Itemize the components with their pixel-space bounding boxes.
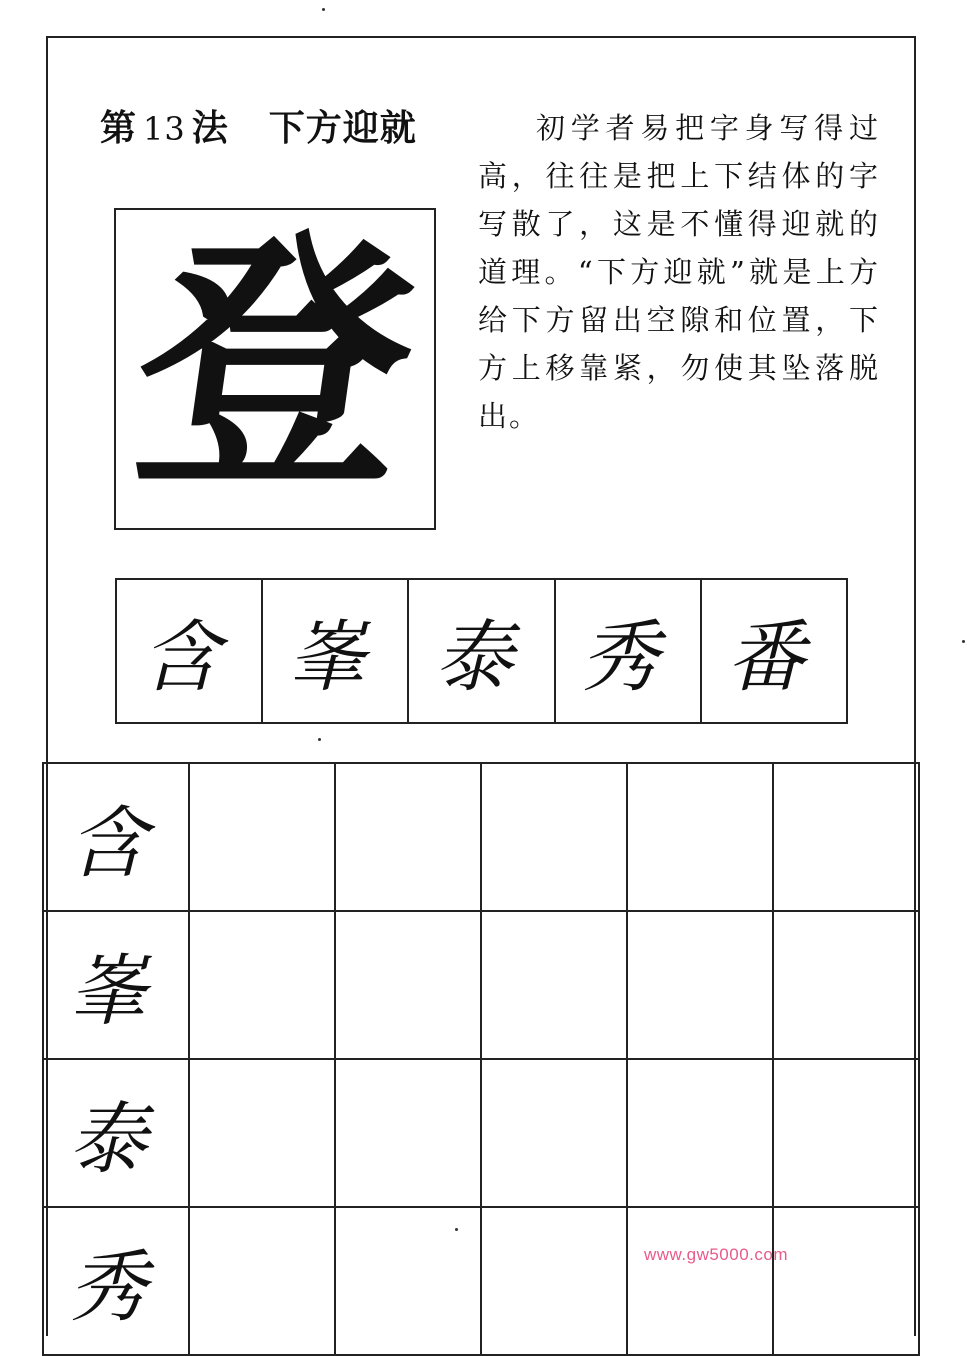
sample-cell bbox=[263, 580, 409, 722]
practice-empty-cell[interactable] bbox=[190, 912, 336, 1058]
scan-speck bbox=[318, 738, 321, 741]
practice-empty-cell[interactable] bbox=[190, 1060, 336, 1206]
watermark: www.gw5000.com bbox=[644, 1245, 789, 1264]
practice-empty-cell[interactable] bbox=[628, 1060, 774, 1206]
practice-empty-cell[interactable] bbox=[774, 764, 920, 910]
practice-row bbox=[44, 1060, 920, 1208]
practice-row bbox=[44, 912, 920, 1060]
lesson-prefix: 第 bbox=[100, 108, 138, 149]
practice-empty-cell[interactable] bbox=[336, 764, 482, 910]
practice-empty-cell[interactable] bbox=[482, 764, 628, 910]
practice-empty-cell[interactable] bbox=[628, 912, 774, 1058]
scan-speck bbox=[322, 8, 325, 11]
sample-cell bbox=[409, 580, 555, 722]
lesson-description: 初学者易把字身写得过高，往往是把上下结体的字写散了，这是不懂得迎就的道理。“下方迎就”就是上方给下方留出空隙和位置，下方上移靠紧，勿使其坠落脱出。 bbox=[478, 111, 880, 433]
practice-empty-cell[interactable] bbox=[774, 1208, 920, 1354]
sample-character: 泰 bbox=[429, 613, 530, 703]
practice-model-character: 泰 bbox=[64, 1095, 165, 1185]
lesson-suffix: 法 bbox=[191, 108, 229, 149]
sample-character: 秀 bbox=[575, 613, 677, 703]
practice-model-cell bbox=[44, 764, 190, 910]
sample-character: 峯 bbox=[283, 613, 384, 703]
sample-character: 含 bbox=[137, 613, 238, 703]
lesson-topic: 下方迎就 bbox=[268, 108, 417, 149]
scan-speck bbox=[455, 1228, 458, 1231]
sample-cell bbox=[117, 580, 263, 722]
sample-cell bbox=[556, 580, 702, 722]
practice-model-character: 峯 bbox=[64, 947, 165, 1037]
example-character-box bbox=[114, 208, 436, 530]
lesson-number: 13 bbox=[143, 110, 186, 148]
sample-character-row bbox=[115, 578, 848, 724]
practice-empty-cell[interactable] bbox=[336, 912, 482, 1058]
practice-empty-cell[interactable] bbox=[190, 764, 336, 910]
practice-model-cell bbox=[44, 912, 190, 1058]
practice-empty-cell[interactable] bbox=[336, 1060, 482, 1206]
practice-model-character: 秀 bbox=[64, 1243, 165, 1333]
practice-model-cell bbox=[44, 1208, 190, 1354]
sample-cell bbox=[702, 580, 846, 722]
practice-row bbox=[44, 1208, 920, 1356]
scan-speck bbox=[962, 640, 965, 643]
practice-grid bbox=[42, 762, 920, 1356]
practice-empty-cell[interactable] bbox=[774, 1060, 920, 1206]
practice-model-cell bbox=[44, 1060, 190, 1206]
example-character: 登 bbox=[118, 206, 433, 524]
practice-empty-cell[interactable] bbox=[190, 1208, 336, 1354]
practice-empty-cell[interactable] bbox=[482, 912, 628, 1058]
practice-empty-cell[interactable] bbox=[628, 764, 774, 910]
practice-row bbox=[44, 764, 920, 912]
practice-empty-cell[interactable] bbox=[628, 1208, 774, 1354]
sample-character: 番 bbox=[721, 613, 823, 703]
lesson-title bbox=[100, 100, 417, 151]
practice-empty-cell[interactable] bbox=[482, 1060, 628, 1206]
practice-empty-cell[interactable] bbox=[774, 912, 920, 1058]
practice-empty-cell[interactable] bbox=[482, 1208, 628, 1354]
practice-empty-cell[interactable] bbox=[336, 1208, 482, 1354]
practice-model-character: 含 bbox=[64, 799, 165, 889]
